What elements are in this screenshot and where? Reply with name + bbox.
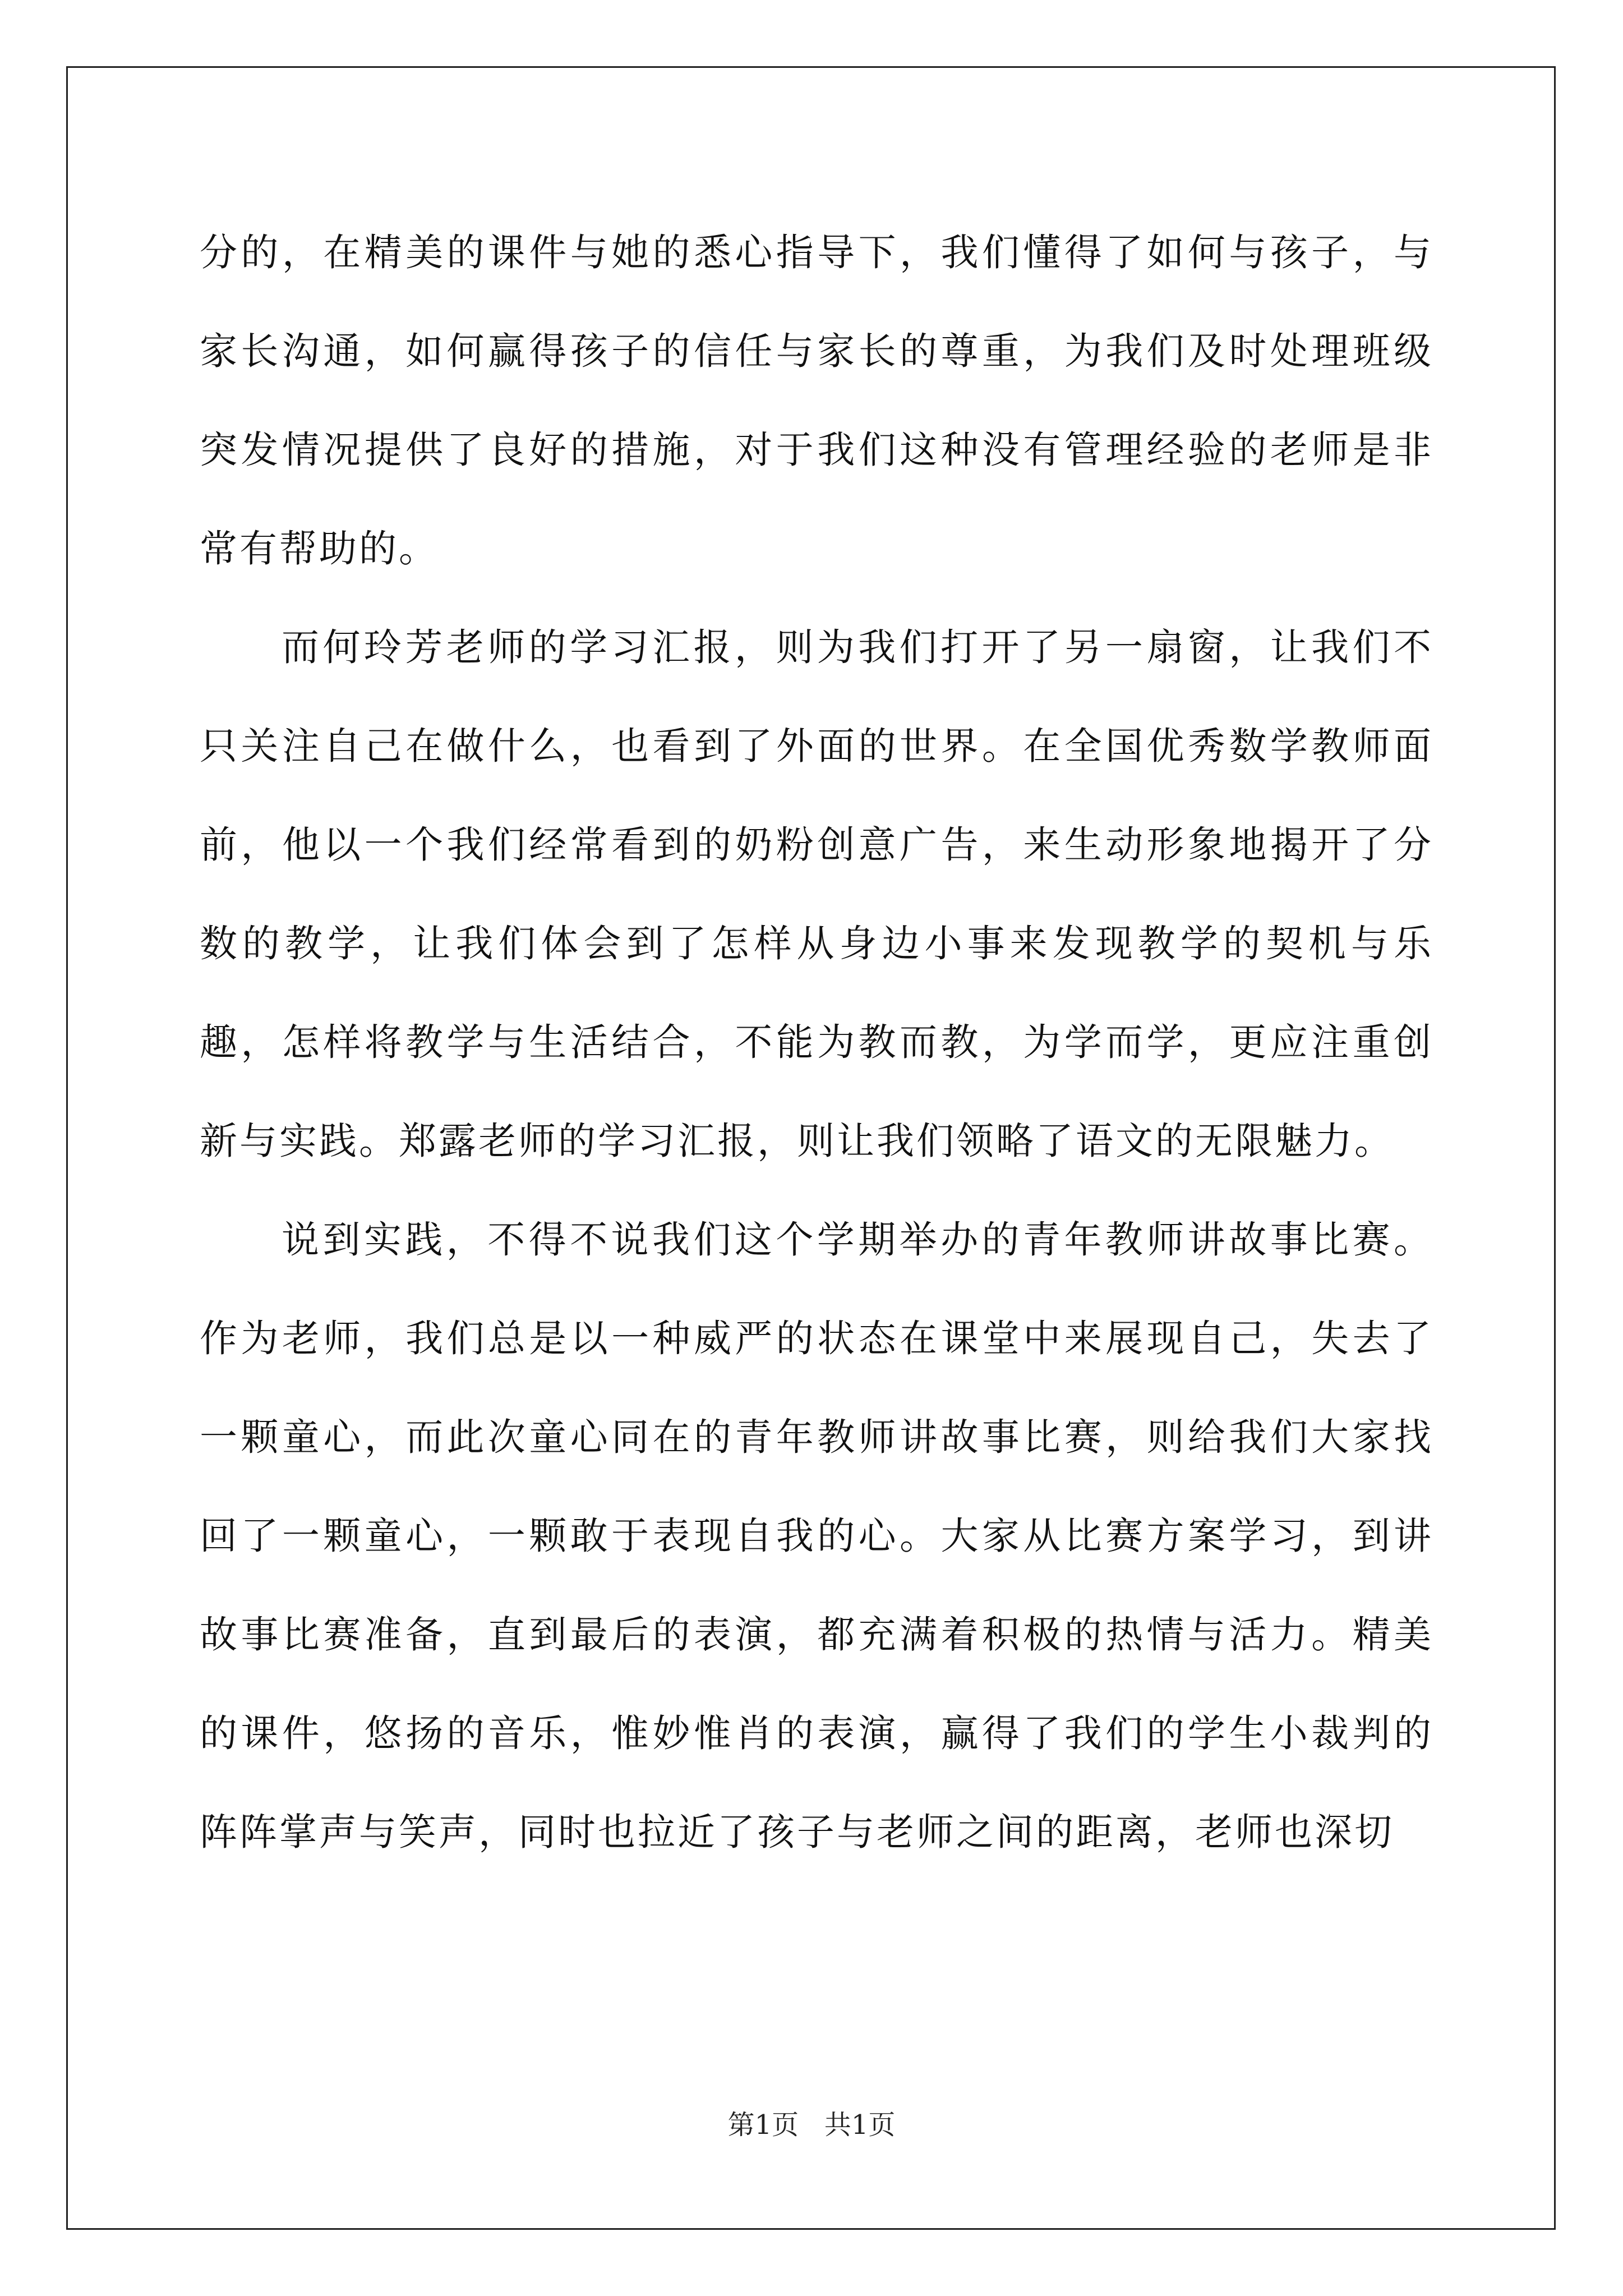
paragraph-3: 说到实践，不得不说我们这个学期举办的青年教师讲故事比赛。作为老师，我们总是以一种威严的状态在课堂中来展现自己，失去了一颗童心，而此次童心同在的青年教师讲故事比赛，则给我们大家找回了一颗童心，一颗敢于表现自我的心。大家从比赛方案学习，到讲故事比赛准备，直到最后的表演，都充满着积极的热情与活力。精美的课件，悠扬的音乐，惟妙惟肖的表演，赢得了我们的学生小裁判的阵阵掌声与笑声，同时也拉近了孩子与老师之间的距离，老师也深切 bbox=[200, 1218, 1433, 1854]
paragraph-2: 而何玲芳老师的学习汇报，则为我们打开了另一扇窗，让我们不只关注自己在做什么，也看到了外面的世界。在全国优秀数学教师面前，他以一个我们经常看到的奶粉创意广告，来生动形象地揭开了分数的教学，让我们体会到了怎样从身边小事来发现教学的契机与乐趣，怎样将教学与生活结合，不能为教而教，为学而学，更应注重创新与实践。郑露老师的学习汇报，则让我们领略了语文的无限魅力。 bbox=[200, 625, 1433, 1163]
page-footer: 第1页 共1页 bbox=[727, 2109, 896, 2141]
paragraph-1: 分的，在精美的课件与她的悉心指导下，我们懂得了如何与孩子，与家长沟通，如何赢得孩子的信任与家长的尊重，为我们及时处理班级突发情况提供了良好的措施，对于我们这种没有管理经验的老师是非常有帮助的。 bbox=[200, 231, 1433, 570]
document-body bbox=[200, 203, 1433, 1881]
